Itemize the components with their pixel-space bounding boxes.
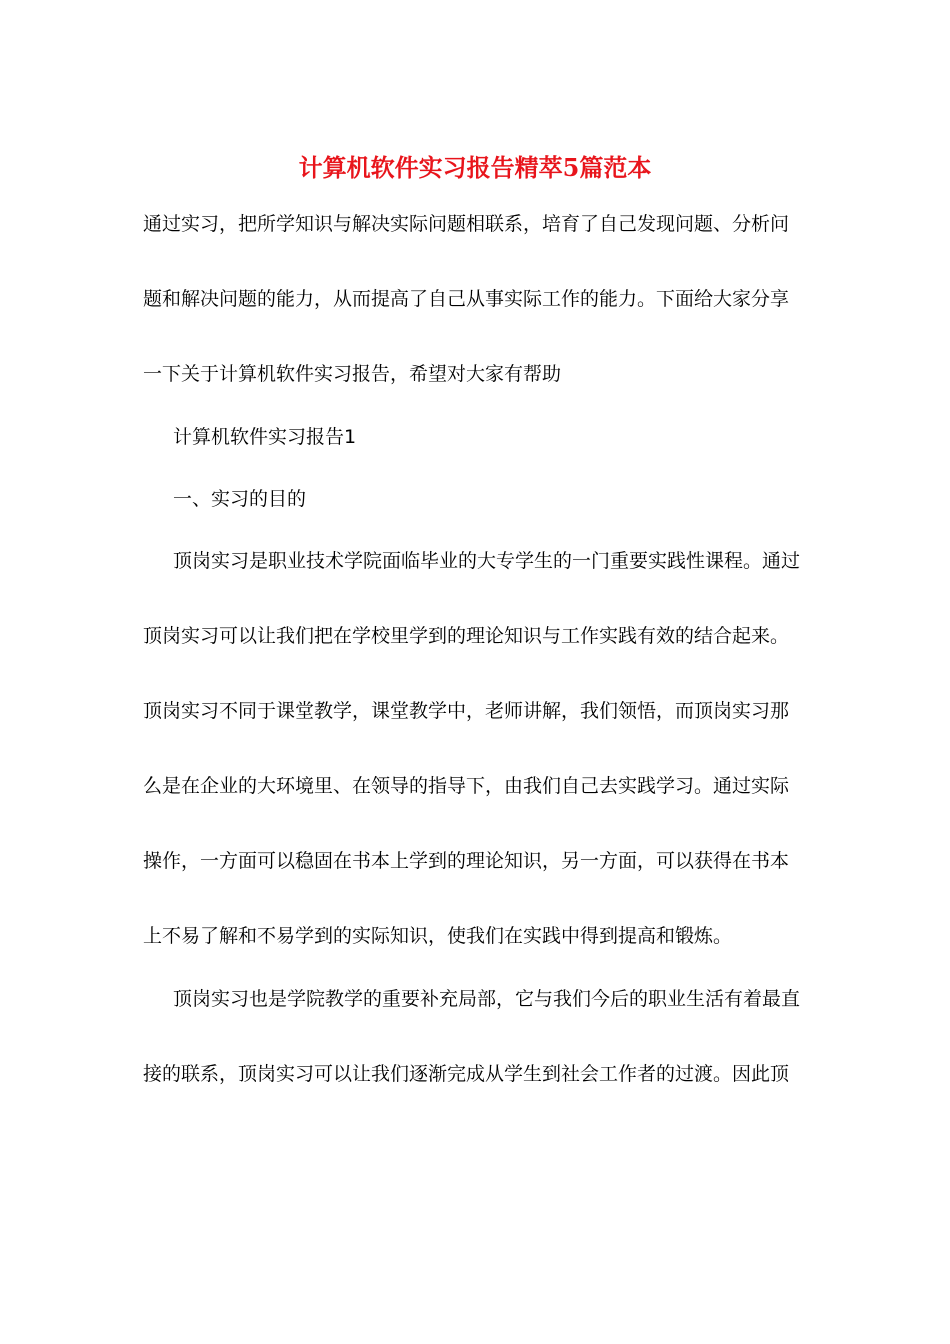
paragraph2-line-2: 接的联系，顶岗实习可以让我们逐渐完成从学生到社会工作者的过渡。因此顶 [143,1063,790,1085]
paragraph1-line-3: 顶岗实习不同于课堂教学，课堂教学中，老师讲解，我们领悟，而顶岗实习那 [143,700,790,722]
paragraph1-line-2: 顶岗实习可以让我们把在学校里学到的理论知识与工作实践有效的结合起来。 [143,625,790,647]
paragraph2-line-1: 顶岗实习也是学院教学的重要补充局部，它与我们今后的职业生活有着最直 [173,988,801,1010]
paragraph1-line-4: 么是在企业的大环境里、在领导的指导下，由我们自己去实践学习。通过实际 [143,775,790,797]
paragraph1-line-1: 顶岗实习是职业技术学院面临毕业的大专学生的一门重要实践性课程。通过 [173,550,801,572]
intro-line-3: 一下关于计算机软件实习报告，希望对大家有帮助 [143,363,562,385]
document-title: 计算机软件实习报告精萃5篇范本 [298,153,652,182]
report-heading: 计算机软件实习报告1 [173,426,357,448]
paragraph1-line-6: 上不易了解和不易学到的实际知识，使我们在实践中得到提高和锻炼。 [143,925,733,947]
intro-line-2: 题和解决问题的能力，从而提高了自己从事实际工作的能力。下面给大家分享 [143,288,790,310]
section-heading: 一、实习的目的 [173,488,307,510]
paragraph1-line-5: 操作，一方面可以稳固在书本上学到的理论知识，另一方面，可以获得在书本 [143,850,790,872]
intro-line-1: 通过实习，把所学知识与解决实际问题相联系，培育了自己发现问题、分析问 [143,213,790,235]
